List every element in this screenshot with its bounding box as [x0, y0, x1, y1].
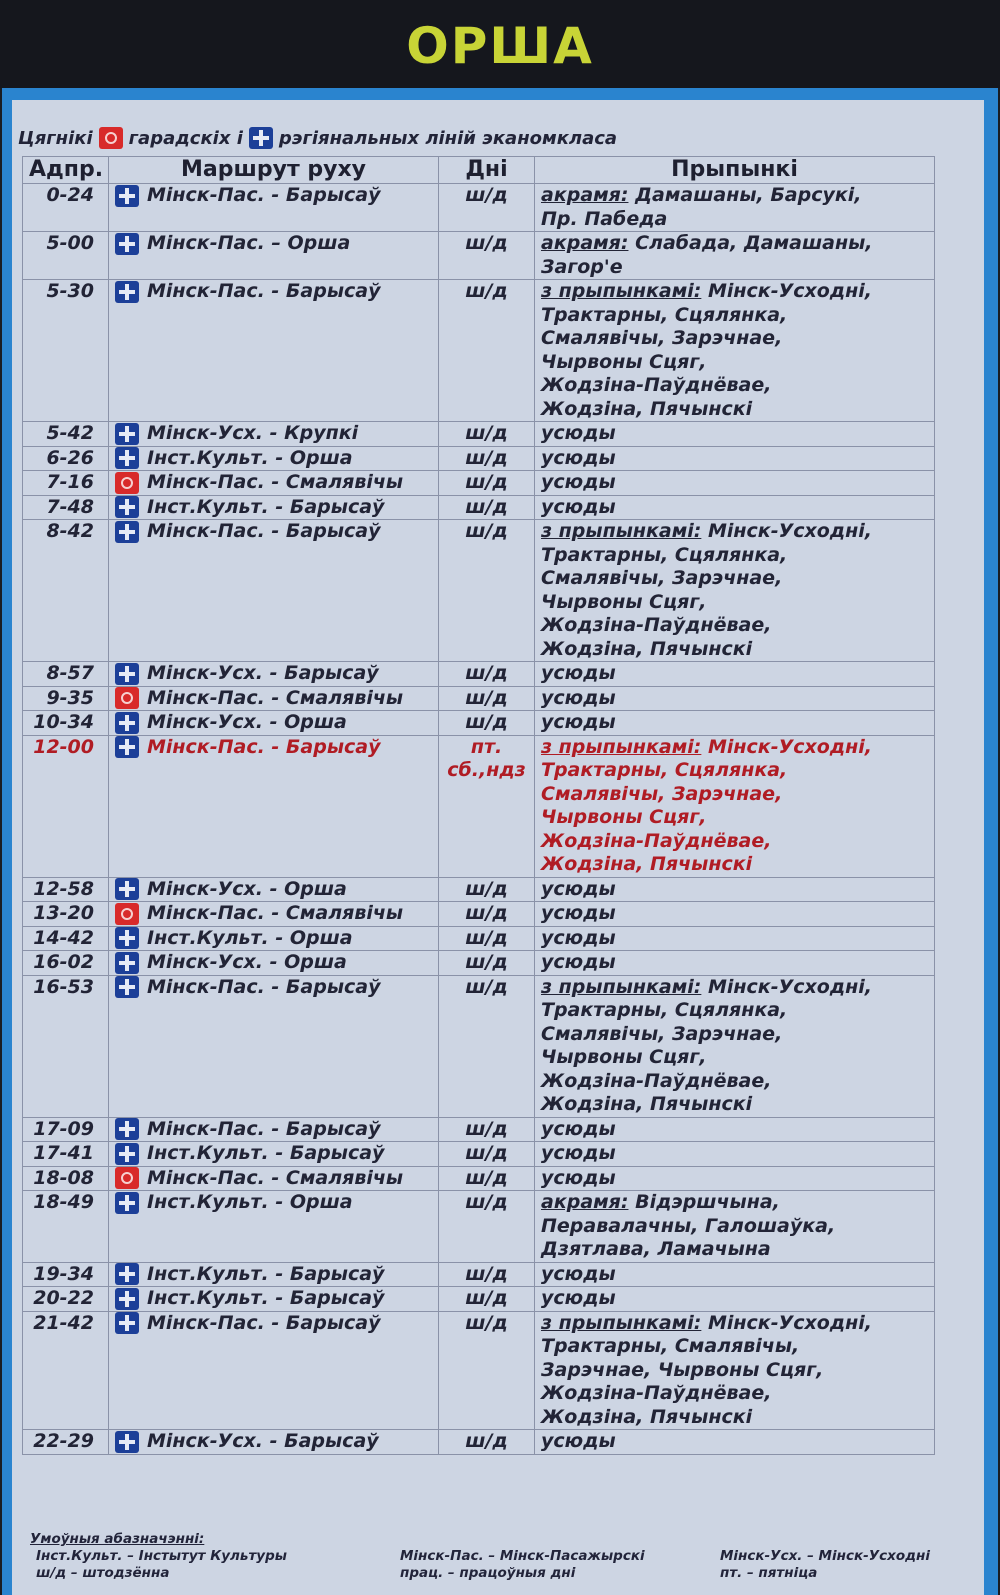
stops-prefix: з прыпынкамі:: [541, 735, 702, 758]
departure-time: 17-09: [23, 1117, 109, 1142]
departure-time: 0-24: [23, 184, 109, 232]
legend-city-label: гарадскіх і: [128, 127, 243, 149]
route-name: Мінск-Усх. - Орша: [147, 951, 347, 973]
stops-cell: [535, 1262, 935, 1287]
route-cell: [109, 735, 439, 877]
city-line-icon: [115, 687, 139, 709]
table-row: [23, 926, 935, 951]
route-cell: [109, 975, 439, 1117]
stops-list: Мінск-Усходні, Трактарны, Сцялянка, Смалявічы, Зарэчнае, Чырвоны Сцяг, Жодзіна-Паўднёвае, Жодзіна, Пячынскі: [541, 735, 872, 875]
regional-line-icon: [115, 1143, 139, 1165]
table-row: [23, 1166, 935, 1191]
route-cell: [109, 711, 439, 736]
route-cell: [109, 1430, 439, 1455]
stops-cell: [535, 662, 935, 687]
stops-cell: [535, 975, 935, 1117]
table-row: [23, 495, 935, 520]
regional-line-icon: [115, 423, 139, 445]
stops-cell: [535, 1311, 935, 1430]
route-cell: [109, 446, 439, 471]
regional-line-icon: [115, 1118, 139, 1140]
table-row: [23, 1311, 935, 1430]
route-name: Мінск-Усх. - Орша: [147, 711, 347, 733]
route-name: Інст.Культ. - Барысаў: [147, 495, 385, 518]
stops-prefix: з прыпынкамі:: [541, 520, 702, 542]
table-row: [23, 1142, 935, 1167]
stops-list: усюды: [541, 495, 616, 518]
table-row: [23, 951, 935, 976]
days-cell: ш/д: [439, 422, 535, 447]
stops-prefix: акрамя:: [541, 1191, 629, 1213]
table-row: [23, 184, 935, 232]
departure-time: 16-53: [23, 975, 109, 1117]
city-line-icon: [115, 1167, 139, 1189]
route-name: Мінск-Усх. - Крупкі: [147, 422, 359, 444]
route-name: Мінск-Пас. - Барысаў: [147, 975, 381, 998]
legend-regional-label: рэгіянальных ліній эканомкласа: [278, 127, 618, 149]
stops-prefix: з прыпынкамі:: [541, 1311, 702, 1334]
header-stops: Прыпынкі: [535, 157, 935, 184]
route-name: Мінск-Усх. - Барысаў: [147, 662, 379, 684]
route-name: Інст.Культ. - Барысаў: [147, 1262, 385, 1285]
stops-list: Мінск-Усходні, Трактарны, Сцялянка, Смалявічы, Зарэчнае, Чырвоны Сцяг, Жодзіна-Паўднёвае, Жодзіна, Пячынскі: [541, 975, 872, 1115]
station-title: ОРША: [406, 17, 594, 75]
regional-line-icon: [115, 736, 139, 758]
route-name: Інст.Культ. - Орша: [147, 446, 353, 469]
stops-cell: [535, 446, 935, 471]
table-row: [23, 471, 935, 496]
stops-list: усюды: [541, 711, 616, 733]
route-name: Мінск-Пас. - Смалявічы: [147, 1166, 404, 1189]
stops-cell: [535, 877, 935, 902]
days-cell: ш/д: [439, 686, 535, 711]
footnote-item: пт. – пятніца: [720, 1565, 818, 1581]
days-cell: ш/д: [439, 1430, 535, 1455]
stops-list: усюды: [541, 902, 616, 924]
departure-time: 5-42: [23, 422, 109, 447]
legend-text-before: Цягнікі: [18, 127, 93, 149]
regional-line-icon: [115, 1192, 139, 1214]
departure-time: 6-26: [23, 446, 109, 471]
departure-time: 10-34: [23, 711, 109, 736]
table-header-row: [23, 157, 935, 184]
table-row: [23, 280, 935, 422]
route-name: Мінск-Пас. - Барысаў: [147, 184, 381, 206]
regional-line-icon: [115, 1263, 139, 1285]
table-row: [23, 422, 935, 447]
route-cell: [109, 926, 439, 951]
stops-list: усюды: [541, 422, 616, 444]
days-cell: ш/д: [439, 662, 535, 687]
stops-list: Дамашаны, Барсукі, Пр. Пабеда: [541, 184, 862, 230]
days-cell: ш/д: [439, 1311, 535, 1430]
days-cell: ш/д: [439, 1166, 535, 1191]
stops-list: усюды: [541, 877, 616, 900]
stops-prefix: акрамя:: [541, 232, 629, 254]
stops-prefix: з прыпынкамі:: [541, 280, 702, 302]
city-line-icon: [115, 903, 139, 925]
route-cell: [109, 495, 439, 520]
timetable-body: [23, 184, 935, 1455]
table-row: [23, 232, 935, 280]
table-row: [23, 1262, 935, 1287]
departure-time: 7-48: [23, 495, 109, 520]
days-cell: ш/д: [439, 280, 535, 422]
departure-time: 12-58: [23, 877, 109, 902]
days-cell: ш/д: [439, 951, 535, 976]
days-cell: ш/д: [439, 1287, 535, 1312]
route-name: Мінск-Пас. - Барысаў: [147, 1311, 381, 1334]
footnote-item: Мінск-Пас. – Мінск-Пасажырскі: [400, 1548, 645, 1564]
days-cell: ш/д: [439, 446, 535, 471]
stops-list: Слабада, Дамашаны, Загор'е: [541, 232, 873, 278]
stops-list: усюды: [541, 1166, 616, 1189]
stops-cell: [535, 951, 935, 976]
footnotes-title: Умоўныя абазначэнні:: [30, 1531, 205, 1547]
departure-time: 18-08: [23, 1166, 109, 1191]
route-cell: [109, 1166, 439, 1191]
table-row: [23, 1430, 935, 1455]
departure-time: 12-00: [23, 735, 109, 877]
route-cell: [109, 877, 439, 902]
stops-list: усюды: [541, 926, 616, 949]
departure-time: 5-30: [23, 280, 109, 422]
stops-list: Мінск-Усходні, Трактарны, Сцялянка, Смалявічы, Зарэчнае, Чырвоны Сцяг, Жодзіна-Паўднёвае, Жодзіна, Пячынскі: [541, 280, 872, 420]
route-cell: [109, 1311, 439, 1430]
stops-list: Мінск-Усходні, Трактарны, Смалявічы, Зарэчнае, Чырвоны Сцяг, Жодзіна-Паўднёвае, Жодзіна, Пячынскі: [541, 1311, 872, 1428]
route-cell: [109, 280, 439, 422]
departure-time: 14-42: [23, 926, 109, 951]
regional-line-icon: [115, 712, 139, 734]
departure-time: 17-41: [23, 1142, 109, 1167]
regional-line-icon: [115, 1288, 139, 1310]
table-row: [23, 686, 935, 711]
route-cell: [109, 902, 439, 927]
route-name: Мінск-Пас. - Барысаў: [147, 735, 381, 758]
departure-time: 8-57: [23, 662, 109, 687]
route-cell: [109, 520, 439, 662]
stops-cell: [535, 1117, 935, 1142]
table-row: [23, 975, 935, 1117]
stops-prefix: акрамя:: [541, 184, 629, 206]
route-name: Інст.Культ. - Орша: [147, 1191, 353, 1213]
stops-cell: [535, 711, 935, 736]
footnote-item: Мінск-Усх. – Мінск-Усходні: [720, 1548, 930, 1564]
table-row: [23, 711, 935, 736]
stops-list: усюды: [541, 471, 616, 493]
regional-line-icon: [115, 1312, 139, 1334]
footnotes: [30, 1531, 970, 1589]
route-cell: [109, 1262, 439, 1287]
stops-cell: [535, 184, 935, 232]
stops-cell: [535, 495, 935, 520]
route-name: Мінск-Пас. – Орша: [147, 232, 351, 254]
departure-time: 9-35: [23, 686, 109, 711]
route-name: Інст.Культ. - Барысаў: [147, 1287, 385, 1309]
route-cell: [109, 1287, 439, 1312]
footnote-item: ш/д – штодзённа: [36, 1565, 170, 1581]
route-name: Мінск-Пас. - Смалявічы: [147, 902, 404, 924]
stops-cell: [535, 1430, 935, 1455]
route-cell: [109, 951, 439, 976]
table-row: [23, 446, 935, 471]
table-row: [23, 1287, 935, 1312]
header-bar: [0, 0, 1000, 88]
stops-cell: [535, 1166, 935, 1191]
stops-list: усюды: [541, 1117, 616, 1140]
route-name: Мінск-Пас. - Барысаў: [147, 280, 381, 302]
stops-cell: [535, 422, 935, 447]
stops-list: усюды: [541, 686, 616, 709]
table-row: [23, 735, 935, 877]
route-cell: [109, 662, 439, 687]
stops-cell: [535, 1287, 935, 1312]
route-name: Мінск-Усх. - Барысаў: [147, 1430, 379, 1452]
days-cell: ш/д: [439, 877, 535, 902]
days-cell: ш/д: [439, 495, 535, 520]
departure-time: 21-42: [23, 1311, 109, 1430]
days-cell: ш/д: [439, 471, 535, 496]
route-name: Інст.Культ. - Орша: [147, 926, 353, 949]
stops-cell: [535, 735, 935, 877]
table-row: [23, 877, 935, 902]
route-cell: [109, 1117, 439, 1142]
stops-list: усюды: [541, 1430, 616, 1452]
table-row: [23, 1191, 935, 1263]
regional-line-icon: [249, 127, 273, 149]
days-cell: ш/д: [439, 184, 535, 232]
stops-list: Відэршчына, Перавалачны, Галошаўка, Дзятлава, Ламачына: [541, 1191, 836, 1260]
stops-cell: [535, 471, 935, 496]
regional-line-icon: [115, 663, 139, 685]
departure-time: 22-29: [23, 1430, 109, 1455]
days-cell: ш/д: [439, 1262, 535, 1287]
route-name: Мінск-Пас. - Барысаў: [147, 520, 381, 542]
legend: [18, 124, 617, 152]
regional-line-icon: [115, 521, 139, 543]
table-row: [23, 520, 935, 662]
header-route: Маршрут руху: [109, 157, 439, 184]
table-row: [23, 662, 935, 687]
days-cell: ш/д: [439, 1117, 535, 1142]
stops-cell: [535, 926, 935, 951]
stops-list: усюды: [541, 446, 616, 469]
regional-line-icon: [115, 952, 139, 974]
departure-time: 8-42: [23, 520, 109, 662]
route-name: Мінск-Пас. - Смалявічы: [147, 686, 404, 709]
route-cell: [109, 471, 439, 496]
departure-time: 20-22: [23, 1287, 109, 1312]
route-cell: [109, 686, 439, 711]
route-cell: [109, 184, 439, 232]
route-cell: [109, 1142, 439, 1167]
header-time: Адпр.: [23, 157, 109, 184]
route-name: Мінск-Пас. - Смалявічы: [147, 471, 404, 493]
days-cell: ш/д: [439, 926, 535, 951]
departure-time: 19-34: [23, 1262, 109, 1287]
stops-cell: [535, 520, 935, 662]
days-cell: ш/д: [439, 232, 535, 280]
timetable: [22, 156, 935, 1455]
days-cell: пт. сб.,ндз: [439, 735, 535, 877]
route-cell: [109, 422, 439, 447]
regional-line-icon: [115, 496, 139, 518]
route-cell: [109, 232, 439, 280]
regional-line-icon: [115, 281, 139, 303]
stops-cell: [535, 686, 935, 711]
stops-cell: [535, 1191, 935, 1263]
route-name: Мінск-Пас. - Барысаў: [147, 1117, 381, 1140]
regional-line-icon: [115, 447, 139, 469]
header-days: Дні: [439, 157, 535, 184]
footnote-item: Інст.Культ. – Інстытут Культуры: [36, 1548, 287, 1564]
regional-line-icon: [115, 927, 139, 949]
departure-time: 18-49: [23, 1191, 109, 1263]
regional-line-icon: [115, 976, 139, 998]
regional-line-icon: [115, 185, 139, 207]
stops-cell: [535, 280, 935, 422]
days-cell: ш/д: [439, 520, 535, 662]
departure-time: 5-00: [23, 232, 109, 280]
days-cell: ш/д: [439, 1191, 535, 1263]
table-row: [23, 1117, 935, 1142]
stops-list: усюды: [541, 1262, 616, 1285]
city-line-icon: [99, 127, 123, 149]
days-cell: ш/д: [439, 902, 535, 927]
stops-cell: [535, 1142, 935, 1167]
route-cell: [109, 1191, 439, 1263]
stops-list: усюды: [541, 662, 616, 684]
stops-list: усюды: [541, 1287, 616, 1309]
departure-time: 7-16: [23, 471, 109, 496]
city-line-icon: [115, 472, 139, 494]
table-row: [23, 902, 935, 927]
route-name: Інст.Культ. - Барысаў: [147, 1142, 385, 1164]
stops-prefix: з прыпынкамі:: [541, 975, 702, 998]
regional-line-icon: [115, 1431, 139, 1453]
footnote-item: прац. – працоўныя дні: [400, 1565, 576, 1581]
days-cell: ш/д: [439, 1142, 535, 1167]
departure-time: 16-02: [23, 951, 109, 976]
stops-list: усюды: [541, 1142, 616, 1164]
route-name: Мінск-Усх. - Орша: [147, 877, 347, 900]
regional-line-icon: [115, 233, 139, 255]
days-cell: ш/д: [439, 975, 535, 1117]
stops-cell: [535, 232, 935, 280]
stops-list: Мінск-Усходні, Трактарны, Сцялянка, Смалявічы, Зарэчнае, Чырвоны Сцяг, Жодзіна-Паўднёвае, Жодзіна, Пячынскі: [541, 520, 872, 660]
stops-list: усюды: [541, 951, 616, 973]
departure-time: 13-20: [23, 902, 109, 927]
days-cell: ш/д: [439, 711, 535, 736]
stops-cell: [535, 902, 935, 927]
regional-line-icon: [115, 878, 139, 900]
